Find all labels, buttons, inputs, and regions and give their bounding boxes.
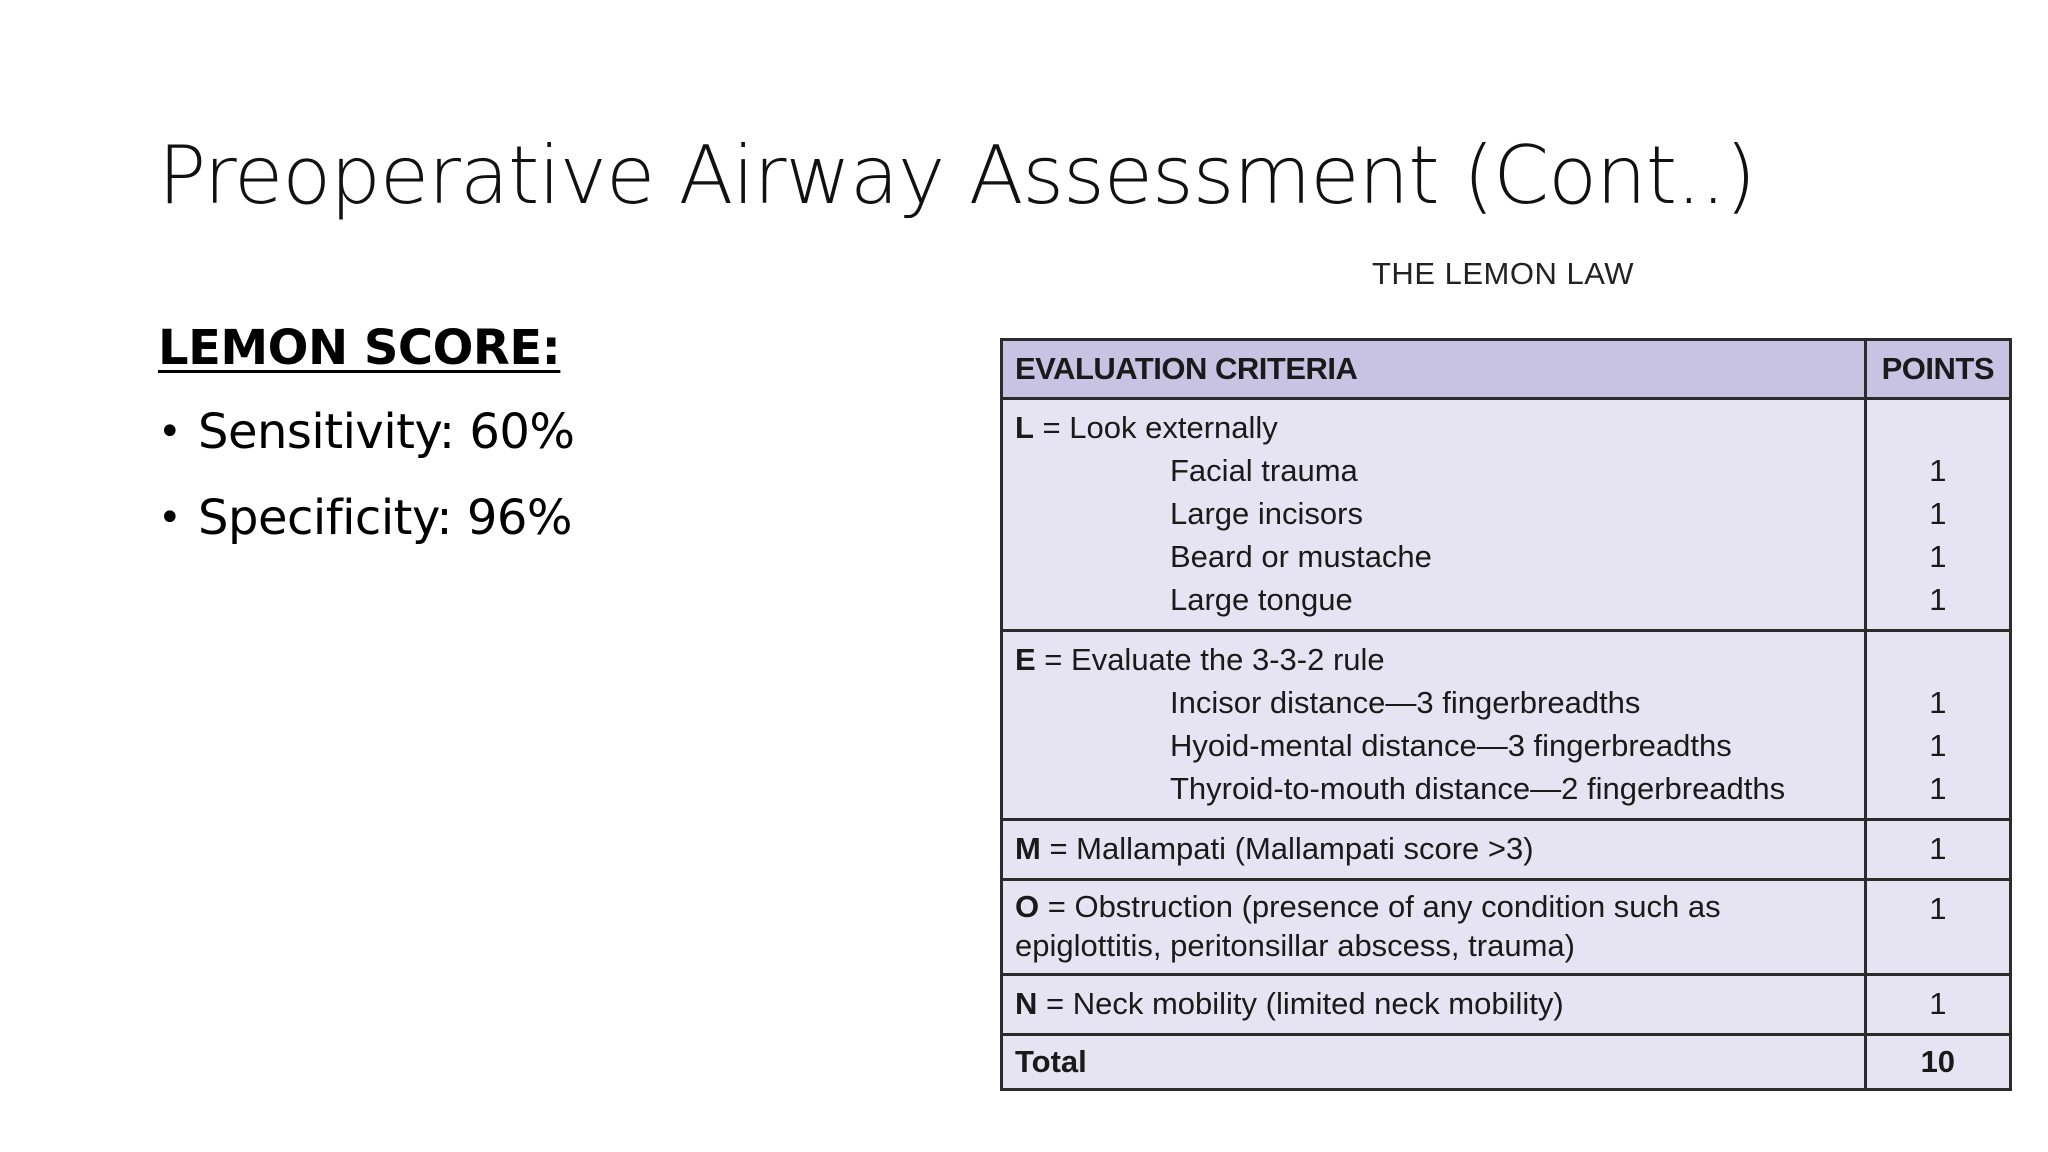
section-title: [1015, 406, 1852, 449]
points-cell: [1865, 631, 2010, 820]
section-letter: L: [1015, 410, 1034, 445]
section-label: = Mallampati (Mallampati score >3): [1040, 831, 1534, 866]
criterion-item: Facial trauma: [1170, 453, 1358, 488]
criteria-cell: [1002, 975, 1866, 1035]
points-cell: [1865, 975, 2010, 1035]
points-value: 1: [1929, 582, 1947, 617]
criteria-cell: [1002, 880, 1866, 975]
criteria-column-header: EVALUATION CRITERIA: [1002, 340, 1866, 399]
criteria-cell: [1002, 631, 1866, 820]
bullet-icon: •: [158, 409, 182, 455]
table-row-neck-mobility: [1002, 975, 2011, 1035]
specificity-text: Specificity: 96%: [198, 490, 573, 546]
section-letter: E: [1015, 642, 1036, 677]
list-item: [158, 486, 958, 550]
points-cell: [1865, 880, 2010, 975]
criterion-item: Hyoid-mental distance—3 fingerbreadths: [1170, 728, 1732, 763]
table-header-row: [1002, 340, 2011, 399]
lemon-score-panel: [158, 316, 958, 572]
criteria-cell: [1002, 820, 1866, 880]
section-letter: O: [1015, 889, 1040, 924]
table-row-obstruction: [1002, 880, 2011, 975]
section-label: = Neck mobility (limited neck mobility): [1037, 986, 1564, 1021]
section-letter: N: [1015, 986, 1038, 1021]
criterion-item: Incisor distance—3 fingerbreadths: [1170, 685, 1641, 720]
total-points: 10: [1865, 1035, 2010, 1090]
points-cell: [1865, 399, 2010, 631]
list-item: [158, 400, 958, 464]
section-label: = Obstruction (presence of any condition such as epiglottitis, peritonsillar abscess, trauma): [1015, 889, 1721, 963]
figure-caption: THE LEMON LAW: [1372, 256, 1634, 291]
lemon-score-bullets: [158, 400, 958, 550]
table-row-evaluate-332: [1002, 631, 2011, 820]
criterion-item: Large tongue: [1170, 582, 1353, 617]
table-row-total: [1002, 1035, 2011, 1090]
section-label: = Look externally: [1033, 410, 1278, 445]
section-letter: M: [1015, 831, 1041, 866]
criteria-cell: [1002, 399, 1866, 631]
criterion-item: Thyroid-to-mouth distance—2 fingerbreadths: [1170, 771, 1786, 806]
lemon-law-table: [1000, 338, 2012, 1091]
points-value: 1: [1929, 685, 1947, 720]
points-column-header: POINTS: [1865, 340, 2010, 399]
points-value: 1: [1929, 728, 1947, 763]
table-row-look-externally: [1002, 399, 2011, 631]
total-label: Total: [1002, 1035, 1866, 1090]
table-row-mallampati: [1002, 820, 2011, 880]
points-value: 1: [1929, 453, 1947, 488]
sensitivity-text: Sensitivity: 60%: [198, 404, 575, 460]
criterion-item: Beard or mustache: [1170, 539, 1432, 574]
points-cell: [1865, 820, 2010, 880]
points-value: 1: [1929, 831, 1947, 866]
lemon-score-heading: LEMON SCORE:: [158, 320, 561, 376]
slide-title: Preoperative Airway Assessment (Cont..): [158, 129, 1756, 222]
criterion-item: Large incisors: [1170, 496, 1363, 531]
section-title: [1015, 638, 1852, 681]
bullet-icon: •: [158, 495, 182, 541]
points-value: 1: [1929, 891, 1947, 926]
section-label: = Evaluate the 3-3-2 rule: [1035, 642, 1385, 677]
points-value: 1: [1929, 496, 1947, 531]
points-value: 1: [1929, 771, 1947, 806]
points-value: 1: [1929, 539, 1947, 574]
points-value: 1: [1929, 986, 1947, 1021]
